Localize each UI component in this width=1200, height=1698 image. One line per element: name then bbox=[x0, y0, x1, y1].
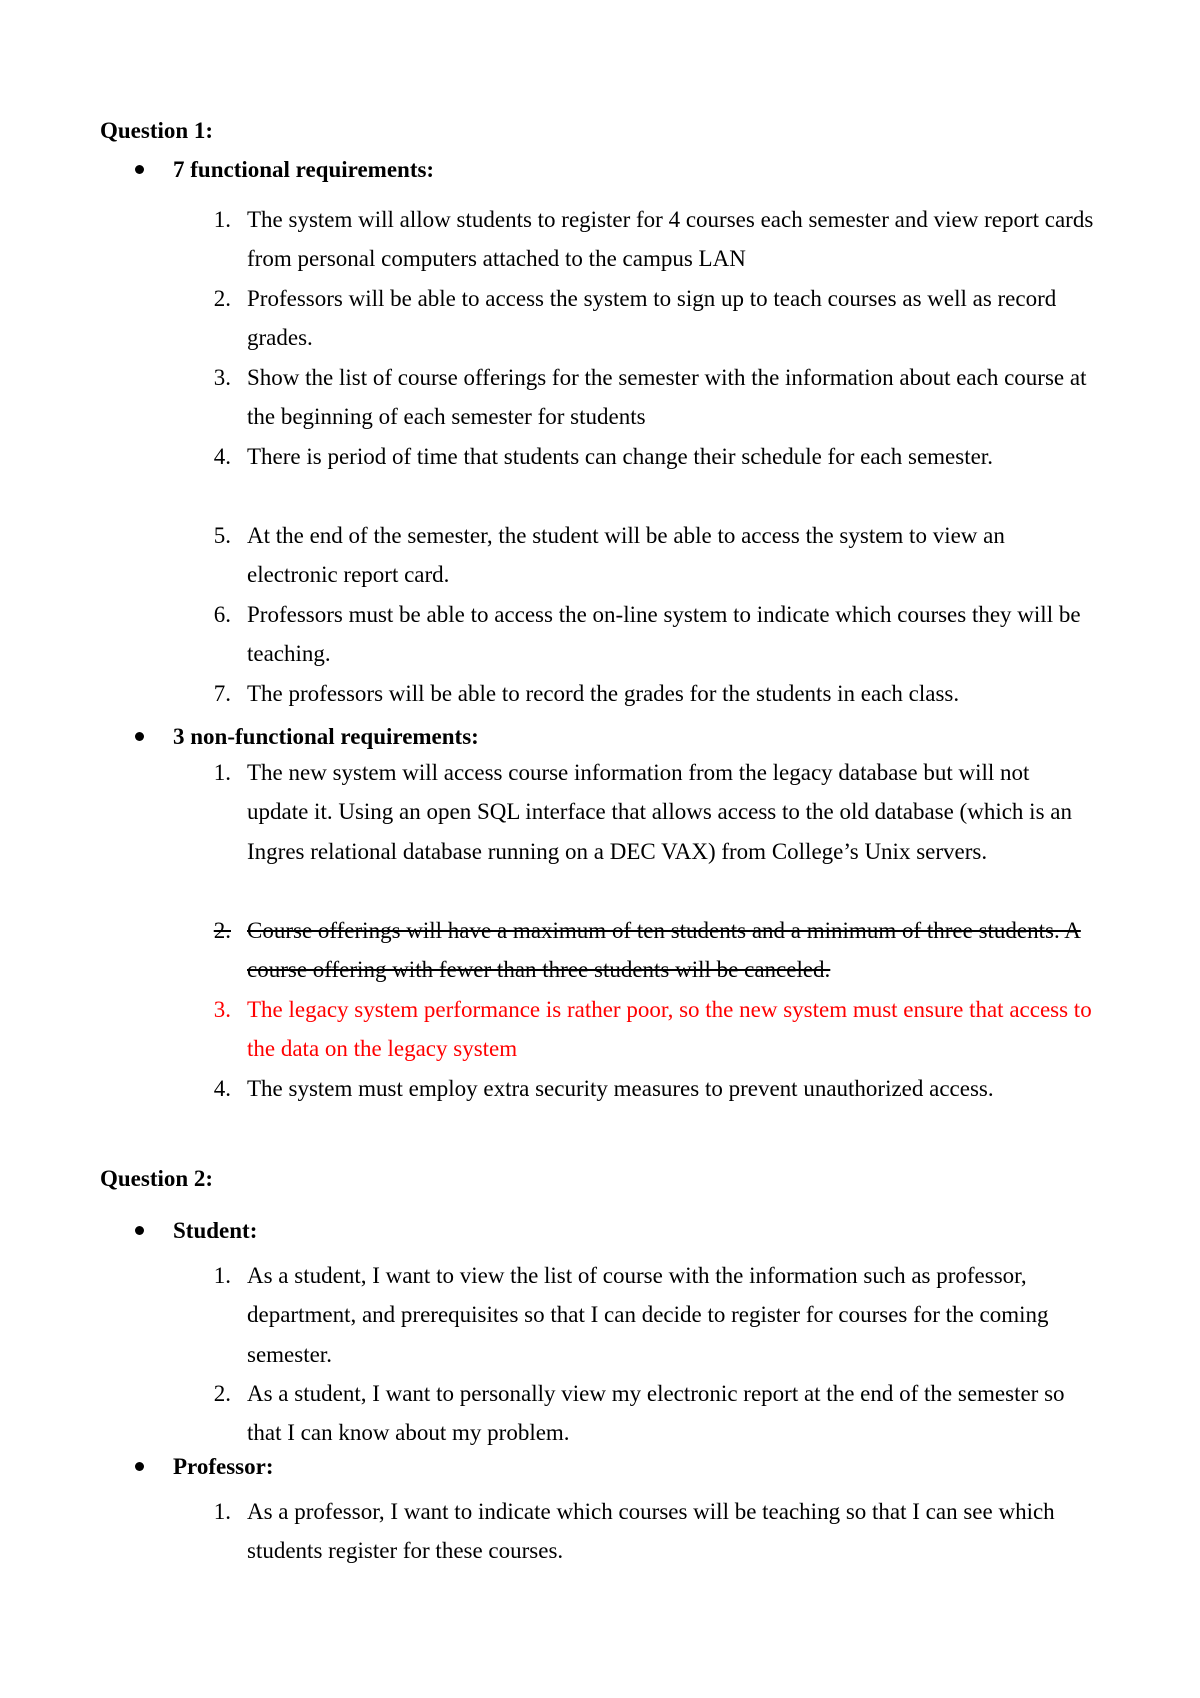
professor-story-1 bbox=[205, 1492, 1095, 1571]
item-text: There is period of time that students can change their schedule for each semester. bbox=[247, 444, 993, 469]
item-number: 3. bbox=[213, 997, 231, 1022]
item-text: As a student, I want to personally view my electronic report at the end of the semester so that I can know about my problem. bbox=[247, 1381, 1065, 1446]
item-number: 1. bbox=[213, 760, 231, 785]
functional-requirements-label: 7 functional requirements: bbox=[173, 157, 435, 182]
item-text: The legacy system performance is rather poor, so the new system must ensure that access to the data on the legacy system bbox=[247, 997, 1092, 1062]
professor-label: Professor: bbox=[173, 1454, 274, 1479]
item-text: As a professor, I want to indicate which courses will be teaching so that I can see which students register for these courses. bbox=[247, 1499, 1055, 1564]
student-label: Student: bbox=[173, 1218, 258, 1243]
functional-item-3 bbox=[205, 358, 1095, 437]
item-text: As a student, I want to view the list of course with the information such as professor, department, and prerequisites so that I can decide to register for courses for the coming semester. bbox=[247, 1263, 1049, 1367]
nonfunctional-item-4 bbox=[205, 1069, 1095, 1108]
functional-item-7 bbox=[205, 674, 1095, 713]
item-text: Course offerings will have a maximum of ten students and a minimum of three students. A course offering with fewer than three students will be canceled. bbox=[247, 918, 1081, 983]
functional-item-4 bbox=[205, 437, 1095, 476]
functional-item-5 bbox=[205, 516, 1095, 595]
item-number: 2. bbox=[213, 286, 231, 311]
item-number: 2. bbox=[213, 1381, 231, 1406]
item-number: 4. bbox=[213, 1076, 231, 1101]
item-text: The system will allow students to register for 4 courses each semester and view report cards from personal computers attached to the campus LAN bbox=[247, 207, 1094, 272]
bullet-icon bbox=[135, 732, 144, 741]
functional-item-6 bbox=[205, 595, 1095, 674]
item-text: The new system will access course information from the legacy database but will not update it. Using an open SQL interface that allows access to the old database (which is an Ingres relational database running on a DEC VAX) from College’s Unix servers. bbox=[247, 760, 1072, 864]
item-number: 4. bbox=[213, 444, 231, 469]
item-text: The system must employ extra security measures to prevent unauthorized access. bbox=[247, 1076, 994, 1101]
item-text: Professors must be able to access the on-line system to indicate which courses they will be teaching. bbox=[247, 602, 1081, 667]
bullet-icon bbox=[135, 1226, 144, 1235]
nonfunctional-item-2-struck bbox=[205, 911, 1095, 990]
item-text: At the end of the semester, the student will be able to access the system to view an electronic report card. bbox=[247, 523, 1005, 588]
item-number: 6. bbox=[213, 602, 231, 627]
item-text: Show the list of course offerings for the semester with the information about each course at the beginning of each semester for students bbox=[247, 365, 1087, 430]
nonfunctional-item-3-highlighted bbox=[205, 990, 1095, 1069]
nonfunctional-requirements-label: 3 non-functional requirements: bbox=[173, 724, 479, 749]
bullet-icon bbox=[135, 1462, 144, 1471]
item-number: 1. bbox=[213, 207, 231, 232]
functional-item-1 bbox=[205, 200, 1095, 279]
question-1-heading: Question 1: bbox=[100, 118, 214, 143]
item-text: The professors will be able to record the grades for the students in each class. bbox=[247, 681, 960, 706]
item-number: 1. bbox=[213, 1263, 231, 1288]
item-number: 3. bbox=[213, 365, 231, 390]
nonfunctional-item-1 bbox=[205, 753, 1095, 871]
functional-item-2 bbox=[205, 279, 1095, 358]
bullet-icon bbox=[135, 165, 144, 174]
item-text: Professors will be able to access the system to sign up to teach courses as well as record grades. bbox=[247, 286, 1057, 351]
item-number: 7. bbox=[213, 681, 231, 706]
student-story-1 bbox=[205, 1256, 1095, 1374]
question-2-heading: Question 2: bbox=[100, 1166, 214, 1191]
item-number: 1. bbox=[213, 1499, 231, 1524]
student-story-2 bbox=[205, 1374, 1095, 1453]
item-number: 5. bbox=[213, 523, 231, 548]
item-number: 2. bbox=[213, 918, 231, 943]
